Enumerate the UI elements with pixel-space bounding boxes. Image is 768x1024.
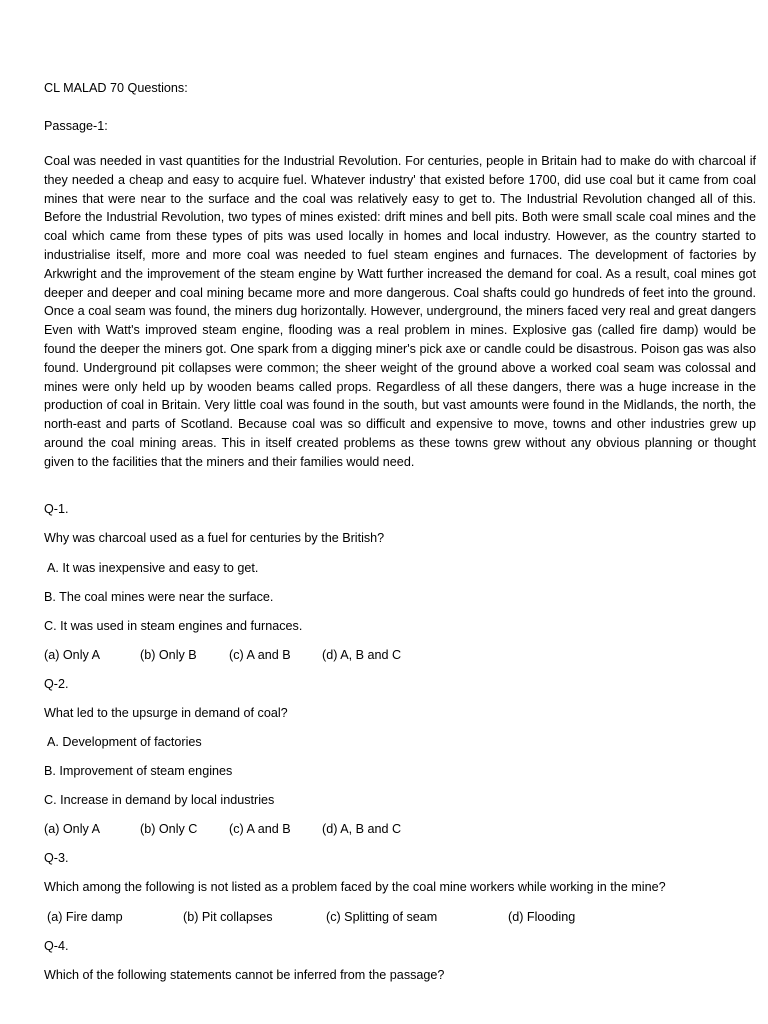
question-1-option-b: (b) Only B	[140, 648, 197, 662]
question-1-text: Why was charcoal used as a fuel for centuries by the British?	[44, 531, 385, 545]
question-1-option-c: (c) A and B	[229, 648, 291, 662]
question-3-option-d: (d) Flooding	[508, 910, 576, 924]
question-3-option-c: (c) Splitting of seam	[326, 910, 438, 924]
question-3-label: Q-3.	[44, 851, 69, 865]
question-1-label: Q-1.	[44, 502, 69, 516]
question-4-text: Which of the following statements cannot be inferred from the passage?	[44, 968, 445, 982]
question-2-option-c: (c) A and B	[229, 822, 291, 836]
passage-label: Passage-1:	[44, 119, 108, 133]
question-2-label: Q-2.	[44, 677, 69, 691]
question-1-option-d: (d) A, B and C	[322, 648, 402, 662]
question-2-statement-a: A. Development of factories	[47, 735, 202, 749]
document-title: CL MALAD 70 Questions:	[44, 81, 188, 95]
question-2-statement-b: B. Improvement of steam engines	[44, 764, 233, 778]
question-3-option-a: (a) Fire damp	[47, 910, 123, 924]
question-1-option-a: (a) Only A	[44, 648, 100, 662]
question-4-label: Q-4.	[44, 939, 69, 953]
question-2-option-a: (a) Only A	[44, 822, 100, 836]
question-3-option-b: (b) Pit collapses	[183, 910, 273, 924]
passage-text: Coal was needed in vast quantities for the Industrial Revolution. For centuries, people in Britain had to make do with charcoal if they needed a cheap and easy to acquire fuel. Whatever industry' that existed before 1700, did use coal but it came from coal mines that were near to the surface and the coal was relatively easy to get to. The Industrial Revolution changed all of this. Before the Industrial Revolution, two types of mines existed: drift mines and bell pits. Both were small scale coal mines and the coal which came from these types of pits was used locally in homes and local industry. However, as the country started to industrialise itself, more and more coal was needed to fuel steam engines and furnaces. The development of factories by Arkwright and the improvement of the steam engine by Watt further increased the demand for coal. As a result, coal mines got deeper and deeper and coal mining became more and more dangerous. Coal shafts could go hundreds of feet into the ground. Once a coal seam was found, the miners dug horizontally. However, underground, the miners faced very real and great dangers Even with Watt's improved steam engine, flooding was a real problem in mines. Explosive gas (called fire damp) would be found the deeper the miners got. One spark from a digging miner's pick axe or candle could be disastrous. Poison gas was also found. Underground pit collapses were common; the sheer weight of the ground above a worked coal seam was colossal and mines were only held up by wooden beams called props. Regardless of all these dangers, there was a huge increase in the production of coal in Britain. Very little coal was found in the south, but vast amounts were found in the Midlands, the north, the north-east and parts of Scotland. Because coal was so difficult and expensive to move, towns and other industries grew up around the coal mining areas. This in itself created problems as these towns grew without any obvious planning or thought given to the facilities that the miners and their families would need.	[44, 154, 756, 469]
question-1-statement-c: C. It was used in steam engines and furnaces.	[44, 619, 303, 633]
question-2-option-d: (d) A, B and C	[322, 822, 402, 836]
question-1-statement-a: A. It was inexpensive and easy to get.	[47, 561, 259, 575]
question-3-text: Which among the following is not listed as a problem faced by the coal mine workers while working in the mine?	[44, 880, 666, 894]
question-2-text: What led to the upsurge in demand of coal?	[44, 706, 288, 720]
question-1-statement-b: B. The coal mines were near the surface.	[44, 590, 274, 604]
question-2-statement-c: C. Increase in demand by local industries	[44, 793, 275, 807]
question-2-option-b: (b) Only C	[140, 822, 198, 836]
